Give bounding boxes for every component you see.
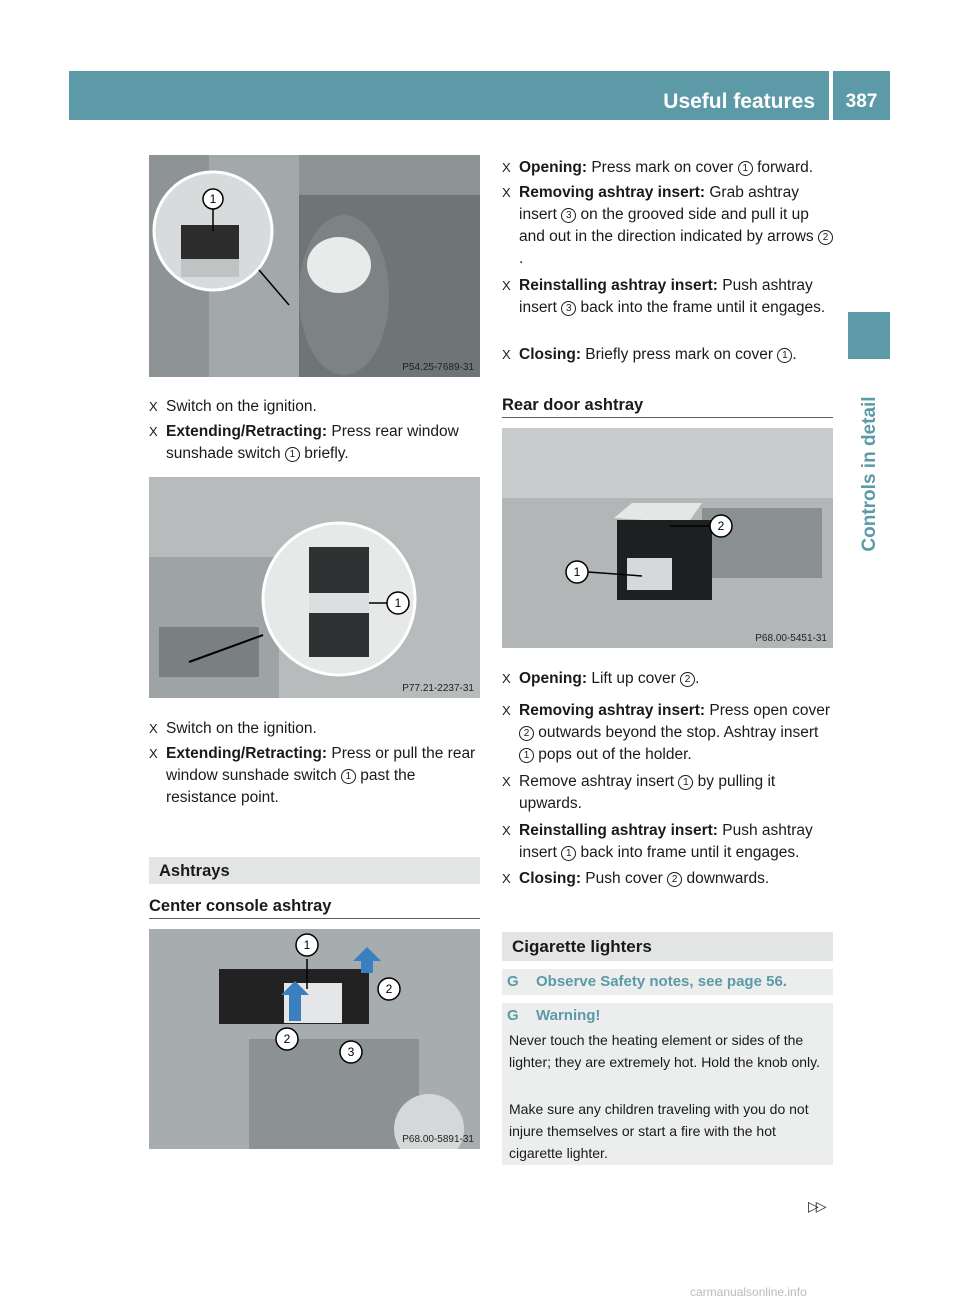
callout-marker: 2 xyxy=(519,726,534,741)
callout-marker: 2 xyxy=(680,672,695,687)
svg-text:1: 1 xyxy=(394,596,402,610)
photo-center-console-switch xyxy=(149,155,480,377)
photo-door-switch xyxy=(149,477,480,698)
page-title: Useful features xyxy=(663,90,815,113)
side-label: Controls in detail xyxy=(859,396,880,552)
svg-text:1: 1 xyxy=(573,565,581,579)
photo-rear-door-ashtray xyxy=(502,428,833,648)
photo-code: P68.00-5891-31 xyxy=(402,1134,474,1145)
watermark: carmanualsonline.info xyxy=(690,1285,807,1299)
photo-illustration xyxy=(149,477,480,698)
callout-marker: 3 xyxy=(561,208,576,223)
instruction: X Reinstalling ashtray insert: Push ashtray insert 3 back into the frame until it engages. xyxy=(502,277,826,316)
svg-text:3: 3 xyxy=(347,1045,355,1059)
subsection-heading: Rear door ashtray xyxy=(502,396,644,414)
side-tab xyxy=(848,312,890,359)
instruction: X Switch on the ignition. xyxy=(149,720,317,737)
instruction: X Remove ashtray insert 1 by pulling it upwards. xyxy=(502,773,776,812)
section-heading: Cigarette lighters xyxy=(502,932,833,961)
instruction: X Opening: Press mark on cover 1 forward. xyxy=(502,159,814,176)
callout-marker: 3 xyxy=(561,301,576,316)
safety-link-text[interactable]: Observe Safety notes, see page 56. xyxy=(536,973,787,990)
svg-text:1: 1 xyxy=(209,192,217,206)
next-page-icon: ▷▷ xyxy=(808,1198,824,1214)
photo-illustration xyxy=(149,929,480,1149)
callout-marker: 1 xyxy=(738,161,753,176)
instruction: X Removing ashtray insert: Grab ashtray insert 3 on the grooved side and pull it up and out in the direction indicated by arrows 2. xyxy=(502,182,835,270)
heading-rule xyxy=(502,417,833,418)
photo-code: P68.00-5451-31 xyxy=(755,633,827,644)
section-heading: Ashtrays xyxy=(149,857,480,884)
photo-illustration xyxy=(149,155,480,377)
warning-icon: G xyxy=(507,1007,519,1024)
callout-marker: 1 xyxy=(519,748,534,763)
photo-code: P77.21-2237-31 xyxy=(402,683,474,694)
svg-text:2: 2 xyxy=(385,982,393,996)
callout-marker: 1 xyxy=(561,846,576,861)
instruction: X Closing: Push cover 2 downwards. xyxy=(502,870,770,887)
safety-note xyxy=(502,969,833,995)
heading-rule xyxy=(149,918,480,919)
instruction: X Extending/Retracting: Press or pull the rear window sunshade switch 1 past the resistance point. xyxy=(149,745,476,806)
svg-text:2: 2 xyxy=(717,519,725,533)
instruction: X Removing ashtray insert: Press open cover 2 outwards beyond the stop. Ashtray insert 1 pops out of the holder. xyxy=(502,702,830,763)
photo-illustration xyxy=(502,428,833,648)
callout-marker: 1 xyxy=(285,447,300,462)
warning-title: Warning! xyxy=(536,1007,601,1024)
callout-marker: 1 xyxy=(341,769,356,784)
svg-text:2: 2 xyxy=(283,1032,291,1046)
warning-box xyxy=(502,1003,833,1165)
svg-text:1: 1 xyxy=(303,938,311,952)
photo-center-ashtray xyxy=(149,929,480,1149)
page-number: 387 xyxy=(845,91,878,112)
instruction: X Closing: Briefly press mark on cover 1 . xyxy=(502,346,797,363)
warning-paragraph: Never touch the heating element or sides of the lighter; they are extremely hot. Hold the knob only. xyxy=(509,1032,821,1070)
instruction: X Switch on the ignition. xyxy=(149,398,317,415)
instruction: X Reinstalling ashtray insert: Push ashtray insert 1 back into frame until it engages. xyxy=(502,822,813,861)
instruction: X Extending/Retracting: Press rear window sunshade switch 1 briefly. xyxy=(149,423,459,462)
photo-code: P54.25-7689-31 xyxy=(402,362,474,373)
callout-marker: 1 xyxy=(678,775,693,790)
header-bar xyxy=(69,71,890,120)
warning-icon: G xyxy=(507,973,519,990)
warning-paragraph: Make sure any children traveling with you do not injure themselves or start a fire with the hot cigarette lighter. xyxy=(509,1101,809,1161)
callout-marker: 2 xyxy=(818,230,833,245)
callout-marker: 2 xyxy=(667,872,682,887)
instruction: X Opening: Lift up cover 2 . xyxy=(502,670,700,687)
callout-marker: 1 xyxy=(777,348,792,363)
subsection-heading: Center console ashtray xyxy=(149,897,332,915)
